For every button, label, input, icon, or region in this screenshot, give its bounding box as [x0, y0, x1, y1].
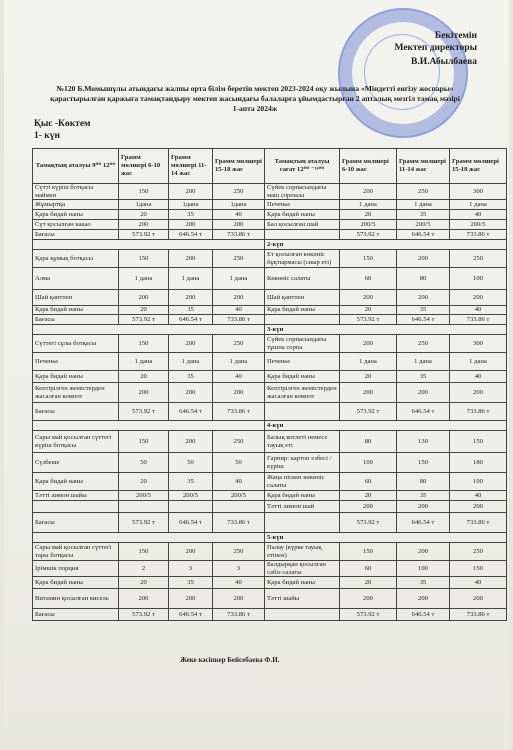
gram-value-cell: 200: [169, 290, 213, 306]
gram-value-cell: 35: [169, 473, 213, 491]
document-title: [20, 84, 490, 114]
header-gram-11-14: Грамм мөлшері 11-14 жас: [169, 149, 213, 184]
gram-value-cell: 200: [340, 290, 397, 306]
dish-name-cell: Сүзбеше: [33, 453, 119, 473]
gram-value-cell: 3: [169, 561, 213, 577]
gram-value-cell: 200: [340, 589, 397, 609]
gram-value-cell: 200: [397, 383, 450, 403]
gram-value-cell: 1 дана: [119, 268, 169, 290]
gram-value-cell: 40: [450, 371, 507, 383]
table-row: [33, 306, 507, 315]
dish-name-cell: Қара бидай наны: [265, 306, 340, 315]
title-line1: №120 Б.Момышұлы атындағы жалпы орта білім беретін мектеп 2023-2024 оқу жылына «Міндетті енгізу жоспары»: [56, 84, 454, 93]
gram-value-cell: 733.86 т: [450, 403, 507, 421]
gram-value-cell: 573.92 т: [340, 315, 397, 325]
gram-value-cell: 250: [213, 250, 265, 268]
gram-value-cell: 1дана: [169, 200, 213, 210]
table-row: [33, 453, 507, 473]
gram-value-cell: 250: [397, 184, 450, 200]
gram-value-cell: 573.92 т: [340, 513, 397, 533]
gram-value-cell: [213, 501, 265, 513]
dish-name-cell: [33, 501, 119, 513]
title-line2: қарастырылған қаржыға тамақтандыру мектеп жасындағы балаларға ұйымдастырған 2 апталық мезгіл тамақ мәзірі: [50, 94, 460, 103]
gram-value-cell: 150: [450, 431, 507, 453]
table-row: [33, 230, 507, 240]
gram-value-cell: 200: [169, 383, 213, 403]
gram-value-cell: 40: [213, 371, 265, 383]
approve-line2: Мектеп директоры: [394, 43, 477, 53]
gram-value-cell: 60: [340, 561, 397, 577]
dish-name-cell: Бағасы: [33, 315, 119, 325]
season-label: Қыс -Көктем: [34, 119, 91, 129]
header-gram-15-18-b: Грамм мөлшері 15-18 жас: [450, 149, 507, 184]
gram-value-cell: 35: [169, 371, 213, 383]
dish-name-cell: Палау (күрке тауық етінен): [265, 543, 340, 561]
footer-entrepreneur: Жеке кәсіпкер Бейсебаева Ф.И.: [180, 656, 280, 664]
dish-name-cell: Печенье: [265, 353, 340, 371]
dish-name-cell: Тәтті шайы: [265, 589, 340, 609]
gram-value-cell: 80: [340, 431, 397, 453]
header-food-name-morning: Тамақтың аталуы 9⁰⁰ 12⁰⁰: [33, 149, 119, 184]
gram-value-cell: 20: [340, 577, 397, 589]
dish-name-cell: Қара бидай наны: [33, 210, 119, 220]
gram-value-cell: 646.54 т: [397, 230, 450, 240]
gram-value-cell: 573.92 т: [119, 230, 169, 240]
dish-name-cell: Ет қосылған көкөніс бұқтырмасы (сиыр еті): [265, 250, 340, 268]
gram-value-cell: 35: [169, 210, 213, 220]
gram-value-cell: 20: [119, 473, 169, 491]
gram-value-cell: 35: [169, 306, 213, 315]
gram-value-cell: 250: [213, 184, 265, 200]
gram-value-cell: 100: [450, 268, 507, 290]
gram-value-cell: 733.86 т: [213, 403, 265, 421]
dish-name-cell: Қара бидай наны: [265, 371, 340, 383]
dish-name-cell: Қара бидай наны: [33, 577, 119, 589]
table-row: [33, 250, 507, 268]
dish-name-cell: Сүтті күріш ботқасы маймен: [33, 184, 119, 200]
header-gram-15-18: Грамм мөлшері 15-18 жас: [213, 149, 265, 184]
day-1-label: 1- күн: [34, 131, 60, 141]
gram-value-cell: 200: [213, 290, 265, 306]
gram-value-cell: 20: [340, 371, 397, 383]
gram-value-cell: 200: [397, 290, 450, 306]
gram-value-cell: 150: [397, 453, 450, 473]
gram-value-cell: 20: [340, 306, 397, 315]
dish-name-cell: Қара бидай наны: [265, 577, 340, 589]
table-row: [33, 210, 507, 220]
gram-value-cell: 200: [450, 383, 507, 403]
gram-value-cell: 200: [397, 250, 450, 268]
gram-value-cell: 35: [397, 306, 450, 315]
dish-name-cell: Кептірілген жемістерден жасалған компот: [265, 383, 340, 403]
gram-value-cell: 35: [397, 577, 450, 589]
gram-value-cell: 20: [119, 577, 169, 589]
dish-name-cell: [265, 403, 340, 421]
gram-value-cell: 40: [450, 491, 507, 501]
gram-value-cell: 200/5: [213, 491, 265, 501]
gram-value-cell: 573.92 т: [340, 403, 397, 421]
gram-value-cell: 35: [397, 210, 450, 220]
header-gram-6-10: Грамм мөлшері 6-10 жас: [119, 149, 169, 184]
table-row: [33, 577, 507, 589]
table-row: [33, 184, 507, 200]
gram-value-cell: 150: [340, 543, 397, 561]
gram-value-cell: 1дана: [119, 200, 169, 210]
gram-value-cell: 733.86 т: [450, 230, 507, 240]
gram-value-cell: 200: [340, 383, 397, 403]
dish-name-cell: Бағасы: [33, 230, 119, 240]
gram-value-cell: 130: [397, 431, 450, 453]
gram-value-cell: 50: [213, 453, 265, 473]
gram-value-cell: 1 дана: [340, 200, 397, 210]
gram-value-cell: 646.54 т: [169, 513, 213, 533]
gram-value-cell: 2: [119, 561, 169, 577]
gram-value-cell: 733.86 т: [213, 609, 265, 621]
table-row: [33, 491, 507, 501]
gram-value-cell: 200: [397, 501, 450, 513]
gram-value-cell: 646.54 т: [397, 403, 450, 421]
table-row: [33, 589, 507, 609]
gram-value-cell: 200: [450, 501, 507, 513]
gram-value-cell: [119, 501, 169, 513]
dish-name-cell: Сүйек сорпасындағы тұшпа сорпа: [265, 335, 340, 353]
gram-value-cell: 40: [450, 577, 507, 589]
gram-value-cell: 100: [340, 453, 397, 473]
gram-value-cell: 150: [119, 431, 169, 453]
gram-value-cell: 250: [213, 431, 265, 453]
table-row: [33, 353, 507, 371]
dish-name-cell: Көкөніс салаты: [265, 268, 340, 290]
gram-value-cell: 1 дана: [213, 353, 265, 371]
header-gram-6-10-b: Грамм мөлшері 6-10 жас: [340, 149, 397, 184]
gram-value-cell: 200: [450, 589, 507, 609]
gram-value-cell: 150: [119, 335, 169, 353]
dish-name-cell: Печенье: [33, 353, 119, 371]
gram-value-cell: 250: [450, 543, 507, 561]
gram-value-cell: 35: [397, 371, 450, 383]
gram-value-cell: 150: [119, 184, 169, 200]
gram-value-cell: 1 дана: [340, 353, 397, 371]
gram-value-cell: 60: [340, 268, 397, 290]
dish-name-cell: Қара бидай наны: [33, 371, 119, 383]
table-row: [33, 561, 507, 577]
table-row: [33, 403, 507, 421]
dish-name-cell: Шай қантпен: [265, 290, 340, 306]
gram-value-cell: 1 дана: [119, 353, 169, 371]
dish-name-cell: Қара бидай наны: [265, 210, 340, 220]
gram-value-cell: 1 дана: [169, 353, 213, 371]
gram-value-cell: 1 дана: [397, 200, 450, 210]
gram-value-cell: 200/5: [450, 220, 507, 230]
dish-name-cell: Ірімшік порция: [33, 561, 119, 577]
gram-value-cell: 3: [213, 561, 265, 577]
gram-value-cell: 200: [169, 543, 213, 561]
gram-value-cell: 20: [119, 210, 169, 220]
gram-value-cell: 200: [119, 589, 169, 609]
gram-value-cell: 573.92 т: [119, 403, 169, 421]
approval-block: [394, 30, 477, 68]
gram-value-cell: 573.92 т: [119, 315, 169, 325]
gram-value-cell: 200: [340, 184, 397, 200]
day-header-row: [33, 533, 507, 543]
gram-value-cell: 150: [340, 250, 397, 268]
gram-value-cell: 150: [119, 543, 169, 561]
gram-value-cell: 250: [397, 335, 450, 353]
gram-value-cell: 733.86 т: [450, 315, 507, 325]
dish-name-cell: Қара бидай наны: [33, 473, 119, 491]
gram-value-cell: 300: [450, 335, 507, 353]
gram-value-cell: 1дана: [213, 200, 265, 210]
gram-value-cell: 200: [340, 501, 397, 513]
dish-name-cell: Тәтті лимон шайы: [33, 491, 119, 501]
dish-name-cell: Кептірілген жемістерден жасалған компот: [33, 383, 119, 403]
dish-name-cell: Бағасы: [33, 513, 119, 533]
table-row: [33, 315, 507, 325]
dish-name-cell: Шай қантпен: [33, 290, 119, 306]
gram-value-cell: 40: [450, 210, 507, 220]
gram-value-cell: 1 дана: [213, 268, 265, 290]
menu-table: [32, 148, 507, 621]
gram-value-cell: 250: [213, 335, 265, 353]
header-row: [33, 149, 507, 184]
gram-value-cell: 20: [119, 306, 169, 315]
day-header-row: [33, 240, 507, 250]
dish-name-cell: Алма: [33, 268, 119, 290]
table-row: [33, 609, 507, 621]
dish-name-cell: Сүйек сорпасындағы маш сорпасы: [265, 184, 340, 200]
dish-name-cell: Бағасы: [33, 403, 119, 421]
gram-value-cell: 200: [169, 250, 213, 268]
gram-value-cell: 646.54 т: [397, 315, 450, 325]
gram-value-cell: 80: [397, 268, 450, 290]
dish-name-cell: Балық котлеті немесе тауық еті: [265, 431, 340, 453]
table-row: [33, 513, 507, 533]
header-gram-11-14-b: Грамм мөлшері 11-14 жас: [397, 149, 450, 184]
gram-value-cell: 200: [169, 184, 213, 200]
gram-value-cell: 100: [450, 473, 507, 491]
gram-value-cell: 646.54 т: [397, 513, 450, 533]
round-stamp: [338, 8, 468, 138]
table-row: [33, 220, 507, 230]
dish-name-cell: Гарнир: картоп езбесі /күріш: [265, 453, 340, 473]
dish-name-cell: Жұмыртқа: [33, 200, 119, 210]
gram-value-cell: 1 дана: [397, 353, 450, 371]
gram-value-cell: 200: [397, 589, 450, 609]
dish-name-cell: Жаңа піскен көкөніс салаты: [265, 473, 340, 491]
gram-value-cell: [169, 501, 213, 513]
gram-value-cell: 1 дана: [169, 268, 213, 290]
gram-value-cell: 200: [213, 383, 265, 403]
gram-value-cell: 200: [169, 589, 213, 609]
day-label: 2-күн: [265, 240, 507, 250]
table-row: [33, 501, 507, 513]
gram-value-cell: 646.54 т: [169, 609, 213, 621]
gram-value-cell: 200: [169, 431, 213, 453]
gram-value-cell: 573.92 т: [340, 230, 397, 240]
dish-name-cell: Сүт қосылған какао: [33, 220, 119, 230]
table-row: [33, 383, 507, 403]
gram-value-cell: 200: [119, 220, 169, 230]
gram-value-cell: 200: [213, 220, 265, 230]
table-row: [33, 200, 507, 210]
day-label: 4-күн: [265, 421, 507, 431]
gram-value-cell: 733.86 т: [213, 315, 265, 325]
gram-value-cell: 35: [397, 491, 450, 501]
table-row: [33, 431, 507, 453]
gram-value-cell: 100: [397, 561, 450, 577]
approve-line1: Бекітемін: [434, 31, 477, 41]
dish-name-cell: Бал қосылған шай: [265, 220, 340, 230]
gram-value-cell: 1 дана: [450, 353, 507, 371]
gram-value-cell: 50: [119, 453, 169, 473]
dish-name-cell: Печенье: [265, 200, 340, 210]
day-label: 5-күн: [265, 533, 507, 543]
gram-value-cell: 733.86 т: [213, 230, 265, 240]
gram-value-cell: 40: [450, 306, 507, 315]
day-header-row: [33, 421, 507, 431]
gram-value-cell: 20: [119, 371, 169, 383]
gram-value-cell: 733.86 т: [213, 513, 265, 533]
table-row: [33, 290, 507, 306]
table-row: [33, 473, 507, 491]
gram-value-cell: 733.86 т: [450, 513, 507, 533]
gram-value-cell: 646.54 т: [397, 609, 450, 621]
title-line3: 1-апта 2024ж: [232, 104, 278, 113]
table-row: [33, 268, 507, 290]
gram-value-cell: 200: [450, 290, 507, 306]
gram-value-cell: 35: [169, 577, 213, 589]
gram-value-cell: 200/5: [119, 491, 169, 501]
gram-value-cell: 20: [340, 210, 397, 220]
director-signature-name: В.И.Абылбаева: [411, 57, 477, 67]
gram-value-cell: 200/5: [169, 491, 213, 501]
dish-name-cell: [265, 609, 340, 621]
dish-name-cell: Витамин қосылған кисель: [33, 589, 119, 609]
dish-name-cell: Сүттегі сұлы ботқасы: [33, 335, 119, 353]
day-label: 3-күн: [265, 325, 507, 335]
gram-value-cell: 1 дана: [450, 200, 507, 210]
dish-name-cell: Тәтті лимон шай: [265, 501, 340, 513]
gram-value-cell: 40: [213, 210, 265, 220]
gram-value-cell: 200: [213, 589, 265, 609]
dish-name-cell: Балдырқан қосылған сәбіз салаты: [265, 561, 340, 577]
table-row: [33, 335, 507, 353]
dish-name-cell: [265, 513, 340, 533]
gram-value-cell: 40: [213, 306, 265, 315]
dish-name-cell: Қара құмық ботқасы: [33, 250, 119, 268]
gram-value-cell: 40: [213, 577, 265, 589]
day-header-row: [33, 325, 507, 335]
gram-value-cell: 200/5: [340, 220, 397, 230]
dish-name-cell: Қара бидай наны: [33, 306, 119, 315]
header-food-name-afternoon: Тамақтың аталуы сағат 12⁰⁰ ⁻¹⁶⁰⁰: [265, 149, 340, 184]
table-row: [33, 543, 507, 561]
gram-value-cell: 20: [340, 491, 397, 501]
gram-value-cell: 60: [340, 473, 397, 491]
gram-value-cell: 150: [450, 561, 507, 577]
gram-value-cell: 150: [119, 250, 169, 268]
gram-value-cell: 250: [213, 543, 265, 561]
table-row: [33, 371, 507, 383]
gram-value-cell: 200: [169, 335, 213, 353]
gram-value-cell: 40: [213, 473, 265, 491]
gram-value-cell: 180: [450, 453, 507, 473]
gram-value-cell: 80: [397, 473, 450, 491]
gram-value-cell: 200: [119, 290, 169, 306]
gram-value-cell: 646.54 т: [169, 315, 213, 325]
gram-value-cell: 573.92 т: [119, 513, 169, 533]
gram-value-cell: 200: [119, 383, 169, 403]
dish-name-cell: Сары май қосылған сүттегі күріш ботқасы: [33, 431, 119, 453]
gram-value-cell: 50: [169, 453, 213, 473]
dish-name-cell: Сары май қосылған сүттегі тары ботқасы: [33, 543, 119, 561]
gram-value-cell: 200/5: [397, 220, 450, 230]
gram-value-cell: 250: [450, 250, 507, 268]
dish-name-cell: Бағасы: [33, 609, 119, 621]
gram-value-cell: 733.86 т: [450, 609, 507, 621]
gram-value-cell: 573.92 т: [119, 609, 169, 621]
gram-value-cell: 200: [397, 543, 450, 561]
dish-name-cell: [265, 315, 340, 325]
dish-name-cell: Қара бидай наны: [265, 491, 340, 501]
dish-name-cell: [265, 230, 340, 240]
gram-value-cell: 646.54 т: [169, 230, 213, 240]
gram-value-cell: 200: [340, 335, 397, 353]
menu-body: [33, 184, 507, 621]
gram-value-cell: 300: [450, 184, 507, 200]
gram-value-cell: 573.92 т: [340, 609, 397, 621]
gram-value-cell: 200: [169, 220, 213, 230]
gram-value-cell: 646.54 т: [169, 403, 213, 421]
